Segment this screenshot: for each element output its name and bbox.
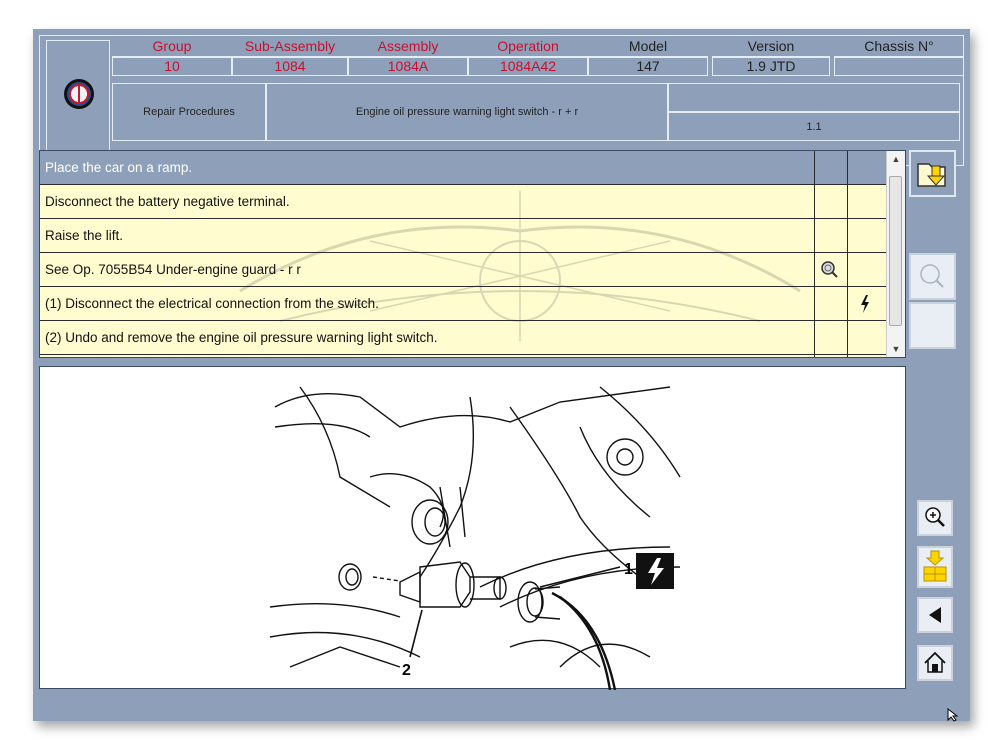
column-divider [847,151,848,358]
operation-label: Operation [468,38,588,57]
zoom-in-icon [919,502,951,534]
blank-info-cell [668,83,960,112]
step-row-1[interactable] [40,151,888,185]
magnifier-icon [911,255,954,298]
app-window [33,29,970,721]
scroll-up-arrow-icon[interactable]: ▲ [891,154,901,164]
yellow-transfer-icon [919,548,951,586]
step-row-5[interactable] [40,287,888,321]
step-row-4[interactable] [40,253,888,287]
step-text: (2) Undo and remove the engine oil pressure warning light switch. [45,330,438,345]
operation-value: 1084A42 [468,57,588,76]
step-text: Place the car on a ramp. [45,160,193,175]
procedure-steps-list [39,150,906,358]
step-row-6[interactable] [40,321,888,355]
version-label: Version [712,38,830,57]
step-text: See Op. 7055B54 Under-engine guard - r r [45,262,301,277]
scroll-thumb[interactable] [889,176,902,326]
diagram-lightning-icon [636,553,674,589]
section-cell [112,83,266,141]
folder-down-arrow-icon [911,152,954,195]
group-label: Group [112,38,232,57]
revision-value: 1.1 [806,120,822,133]
callout-label-2: 2 [402,662,411,679]
zoom-in-button[interactable] [917,500,953,536]
scroll-down-arrow-icon[interactable]: ▼ [891,344,901,354]
column-divider [814,151,815,358]
operation-title-cell [266,83,668,141]
reference-magnifier-icon[interactable] [820,260,840,280]
callout-label-1: 1 [624,561,633,578]
electrical-lightning-icon[interactable] [858,294,872,314]
back-button[interactable] [917,597,953,633]
transfer-button[interactable] [917,546,953,588]
logo-cell [46,40,110,162]
step-text: Disconnect the battery negative terminal. [45,194,290,209]
group-value: 10 [112,57,232,76]
home-icon [919,647,951,679]
chassis-value [834,57,964,76]
folder-open-button[interactable] [909,150,956,197]
steps-scrollbar[interactable] [886,151,905,357]
model-value: 147 [588,57,708,76]
mouse-cursor-icon [947,708,959,722]
revision-cell [668,112,960,141]
assembly-label: Assembly [348,38,468,57]
section-label: Repair Procedures [143,106,235,118]
step-text: Raise the lift. [45,228,124,243]
left-arrow-icon [919,599,951,631]
blank-button[interactable] [909,302,956,349]
operation-title: Engine oil pressure warning light switch - r + r [355,106,579,118]
step-row-2[interactable] [40,185,888,219]
sub-assembly-label: Sub-Assembly [232,38,348,57]
step-text: (1) Disconnect the electrical connection from the switch. [45,296,379,311]
home-button[interactable] [917,645,953,681]
sub-assembly-value: 1084 [232,57,348,76]
assembly-value: 1084A [348,57,468,76]
version-value: 1.9 JTD [712,57,830,76]
alfa-romeo-logo-icon [64,79,94,109]
search-button[interactable] [909,253,956,300]
status-bar [33,695,970,721]
technical-diagram-pane [39,366,906,689]
step-row-3[interactable] [40,219,888,253]
model-label: Model [588,38,708,57]
header-panel [39,35,964,166]
chassis-label: Chassis N° [834,38,964,57]
oil-pressure-switch-diagram [40,367,907,690]
